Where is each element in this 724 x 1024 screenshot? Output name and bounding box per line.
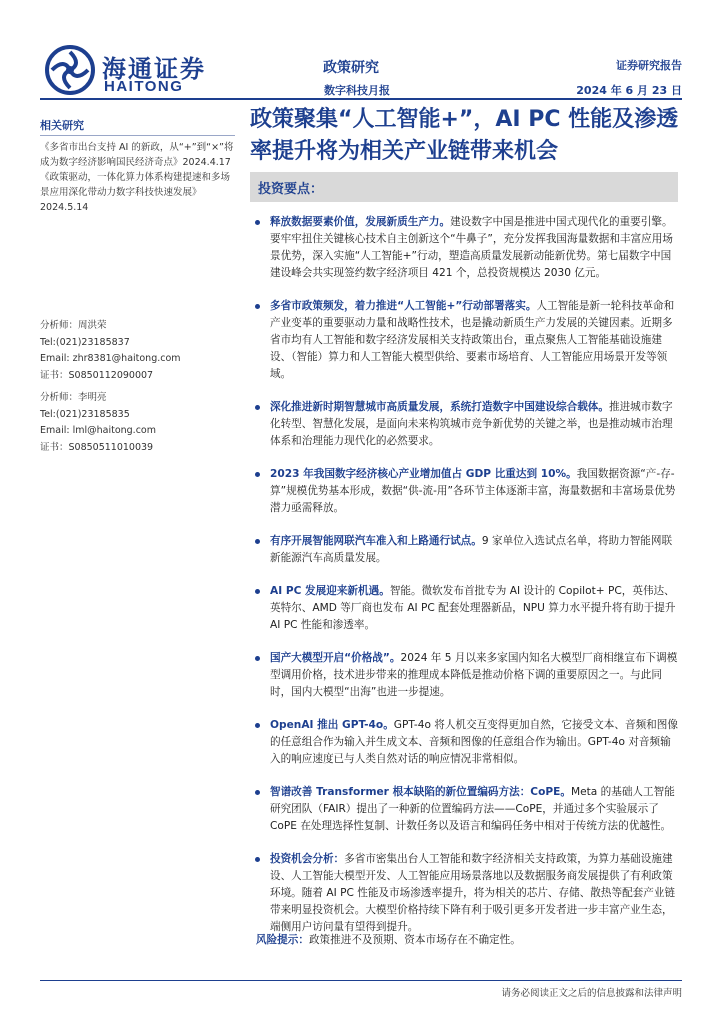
analyst-email[interactable]: Email: zhr8381@haitong.com [40,353,181,364]
bullet-dot-icon [255,589,260,594]
analyst-card [40,318,235,384]
report-category: 证券研究报告 [616,59,682,72]
analyst-tel: Tel:(021)23185837 [40,336,130,348]
bullet-text: 建设数字中国是推进中国式现代化的重要引擎。要牢牢扭住关键核心技术自主创新这个“牛鼻子”，充分发挥我国海量数据和丰富应用场景优势，深入实施“人工智能+”行动，塑造高质量发展新动能新优势。第七届数字中国建设峰会共实现签约数字经济项目 421 个，总投资规模达 2030 亿元。 [270,216,673,279]
list-item [250,650,680,701]
related-item[interactable]: 《政策驱动，一体化算力体系构建提速和多场景应用深化带动力数字科技快速发展》2024.5.14 [40,172,231,213]
report-subtype: 数字科技月报 [324,84,390,97]
bullet-text: 9 家单位入选试点名单，将助力智能网联新能源汽车高质量发展。 [270,535,673,564]
list-item [250,583,680,634]
bullet-highlight: OpenAI 推出 GPT-4o。 [270,719,394,731]
list-item [250,214,680,282]
list-item [250,466,680,517]
bullet-dot-icon [255,656,260,661]
analyst-name: 分析师：李明亮 [40,392,107,403]
list-item [250,298,680,383]
related-item[interactable]: 《多省市出台支持 AI 的新政，从“+”到“×”将成为数字经济影响国民经济奇点》2024.4.17 [40,142,234,168]
bullet-text: 2024 年 5 月以来多家国内知名大模型厂商相继宣布下调模型调用价格，技术进步带来的推理成本降低是推动价格下调的重要原因之一。与此同时，国内大模型“出海”也进一步提速。 [270,652,678,698]
bullet-text: GPT-4o 将人机交互变得更加自然，它接受文本、音频和图像的任意组合作为输入并生成文本、音频和图像的任意组合作为输出。GPT-4o 对音频输入的响应速度已与人类自然对话的响应情况非常相似。 [270,719,678,765]
bullet-dot-icon [255,723,260,728]
list-item [250,851,680,936]
bullet-dot-icon [255,220,260,225]
company-logo [44,44,244,96]
analyst-cert: 证书：S0850112090007 [40,369,154,381]
bullet-highlight: 多省市政策频发，着力推进“人工智能+”行动部署落实。 [270,300,537,312]
invest-points-bar [250,172,678,202]
bullet-text: 我国数据资源“产-存-算”规模优势基本形成，数据“供-流-用”各环节主体逐渐丰富，海量数据和丰富场景优势潜力亟需释放。 [270,468,676,514]
logo-chinese-name: 海通证券 [102,54,206,83]
bullet-dot-icon [255,472,260,477]
related-research [40,118,235,215]
analyst-cert: 证书：S0850511010039 [40,441,154,453]
header-divider [40,98,682,100]
report-date: 2024 年 6 月 23 日 [576,84,682,97]
analyst-tel: Tel:(021)23185835 [40,408,130,420]
bullet-dot-icon [255,405,260,410]
logo-emblem-icon [44,44,96,96]
bullet-highlight: 深化推进新时期智慧城市高质量发展，系统打造数字中国建设综合载体。 [270,401,609,413]
risk-warning [256,932,521,947]
bullet-dot-icon [255,304,260,309]
bullet-highlight: 国产大模型开启“价格战”。 [270,652,401,664]
bullet-text: 多省市密集出台人工智能和数字经济相关支持政策，为算力基础设施建设、人工智能大模型开发、人工智能应用场景落地以及数据服务商发展提供了有利政策环境。随着 AI PC 性能及市场渗透率提升，将为相关的芯片、存储、散热等配套产业链带来明显投资机会。大模型价格持续下降有利于吸引更多开发者进一步丰富产业生态，端侧用户访问量有望得到提升。 [270,853,676,933]
report-type: 政策研究 [323,60,379,76]
bullet-text: Meta 的基础人工智能研究团队（FAIR）提出了一种新的位置编码方法——CoPE，并通过多个实验展示了 CoPE 在处理选择性复制、计数任务以及语言和编码任务中相对于传统方法的优越性。 [270,786,675,832]
list-item [250,533,680,567]
list-item [250,717,680,768]
related-heading: 相关研究 [40,118,235,136]
bullet-highlight: 释放数据要素价值，发展新质生产力。 [270,216,451,228]
footer-divider [40,980,682,981]
bullet-text: 人工智能是新一轮科技革命和产业变革的重要驱动力量和战略性技术，也是撬动新质生产力发展的关键因素。近期多省市均有人工智能和数字经济发展相关支持政策出台，重点聚焦人工智能基础设施建设、（智能）算力和人工智能大模型供给、要素市场培育、人工智能应用场景开发等领域。 [270,300,675,380]
bullet-dot-icon [255,790,260,795]
bullet-text: 推进城市数字化转型、智慧化发展，是面向未来构筑城市竞争新优势的关键之举，也是推动城市治理体系和治理能力现代化的必然要求。 [270,401,673,447]
bullet-dot-icon [255,539,260,544]
footer-disclaimer: 请务必阅读正文之后的信息披露和法律声明 [501,988,682,999]
analyst-name: 分析师：周洪荣 [40,320,107,331]
bullet-dot-icon [255,857,260,862]
bullet-text: 智能。微软发布首批专为 AI 设计的 Copilot+ PC，英伟达、英特尔、AMD 等厂商也发布 AI PC 配套处理器新品，NPU 算力水平提升将有助于提升 AI PC 性能和渗透率。 [270,585,676,631]
page-title: 政策聚集“人工智能+”，AI PC 性能及渗透率提升将为相关产业链带来机会 [250,107,679,164]
risk-text: 政策推进不及预期、资本市场存在不确定性。 [308,934,521,946]
invest-points-list [250,214,680,952]
bullet-highlight: 投资机会分析： [270,853,345,865]
bullet-highlight: AI PC 发展迎来新机遇。 [270,585,390,597]
risk-label: 风险提示： [256,934,309,946]
analyst-card [40,390,235,456]
list-item [250,784,680,835]
logo-english-name: HAITONG [104,78,184,95]
bullet-highlight: 2023 年我国数字经济核心产业增加值占 GDP 比重达到 10%。 [270,468,577,480]
list-item [250,399,680,450]
invest-points-label: 投资要点： [258,182,324,197]
bullet-highlight: 智谱改善 Transformer 根本缺陷的新位置编码方法：CoPE。 [270,786,571,798]
analyst-email[interactable]: Email: lml@haitong.com [40,425,156,436]
bullet-highlight: 有序开展智能网联汽车准入和上路通行试点。 [270,535,482,547]
